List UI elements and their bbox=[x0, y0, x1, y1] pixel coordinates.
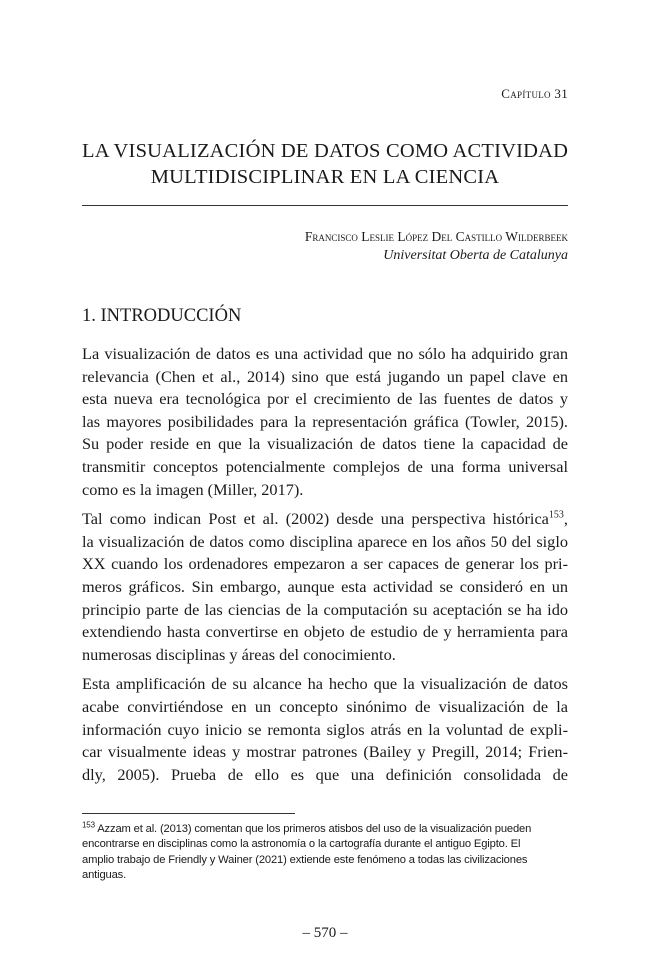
footnote-line: antiguas. bbox=[82, 868, 127, 881]
text-line: acabe convirtiéndose en un concepto sinónimo de visualización de la bbox=[82, 696, 568, 716]
footnote-number: 153 bbox=[82, 820, 95, 830]
footnote-line: encontrarse en disciplinas como la astronomía o la cartografía durante el antiguo Egipto. El bbox=[82, 838, 521, 851]
footnote-text: Azzam et al. (2013) comentan que los primeros atisbos del uso de la visualización pueden bbox=[94, 823, 532, 835]
text-line: car visualmente ideas y mostrar patrones (Bailey y Pregill, 2014; Frien- bbox=[82, 742, 568, 762]
footnote-reference[interactable]: 153 bbox=[548, 509, 564, 521]
text-line bbox=[82, 508, 568, 531]
text-line: información cuyo inicio se remonta siglos atrás en la voluntad de expli- bbox=[82, 719, 568, 739]
article-title bbox=[82, 138, 568, 190]
text-line: como es la imagen (Miller, 2017). bbox=[82, 479, 304, 499]
text-line: numerosas disciplinas y áreas del conocimiento. bbox=[82, 644, 396, 664]
text-line: transmitir conceptos potencialmente complejos de una forma universal bbox=[82, 456, 568, 476]
text-line: esta nueva era tecnológica por el crecimiento de las fuentes de datos y bbox=[82, 389, 568, 409]
page-number: – 570 – bbox=[302, 925, 348, 941]
footnote-divider bbox=[82, 813, 295, 814]
section-heading: 1. INTRODUCCIÓN bbox=[82, 306, 242, 326]
text-line: Su poder reside en que la visualización de datos tiene la capacidad de bbox=[82, 434, 568, 454]
text-line: relevancia (Chen et al., 2014) sino que está jugando un papel clave en bbox=[82, 366, 568, 386]
body-text bbox=[82, 343, 568, 793]
paragraph bbox=[82, 508, 568, 666]
text-line: extendiendo hasta convertirse en objeto de estudio de y herramienta para bbox=[82, 622, 568, 642]
text-line: dly, 2005). Prueba de ello es que una definición consolidada de bbox=[82, 764, 568, 784]
text-line: XX cuando los ordenadores empezaron a ser capaces de generar los pri- bbox=[82, 554, 568, 574]
text-line-end: , bbox=[563, 509, 568, 529]
text-line: principio parte de las ciencias de la computación su aceptación se ha ido bbox=[82, 599, 568, 619]
text-line: meros gráficos. Sin embargo, aunque esta actividad se consideró en un bbox=[82, 576, 568, 596]
footnote-line bbox=[82, 822, 568, 837]
footnote bbox=[82, 822, 568, 883]
text-line-start: Tal como indican Post et al. (2002) desde una perspectiva histórica bbox=[82, 509, 549, 529]
text-line: Esta amplificación de su alcance ha hecho que la visualización de datos bbox=[82, 674, 568, 694]
text-line: las mayores posibilidades para la representación gráfica (Towler, 2015). bbox=[82, 411, 568, 431]
footnote-line: amplio trabajo de Friendly y Wainer (2021) extiende este fenómeno a todas las civilizaciones bbox=[82, 853, 528, 866]
article-title-line: MULTIDISCIPLINAR EN LA CIENCIA bbox=[150, 166, 500, 188]
author-affiliation: Universitat Oberta de Catalunya bbox=[383, 248, 568, 263]
article-title-line: LA VISUALIZACIÓN DE DATOS COMO ACTIVIDAD bbox=[82, 140, 569, 162]
author-name: Francisco Leslie López Del Castillo Wilderbeek bbox=[304, 229, 568, 244]
paragraph bbox=[82, 673, 568, 786]
title-divider bbox=[82, 205, 568, 206]
text-line: la visualización de datos como disciplina aparece en los años 50 del siglo bbox=[82, 531, 568, 551]
chapter-label: Capítulo 31 bbox=[501, 86, 568, 101]
paragraph bbox=[82, 343, 568, 501]
text-line: La visualización de datos es una actividad que no sólo ha adquirido gran bbox=[82, 344, 568, 363]
